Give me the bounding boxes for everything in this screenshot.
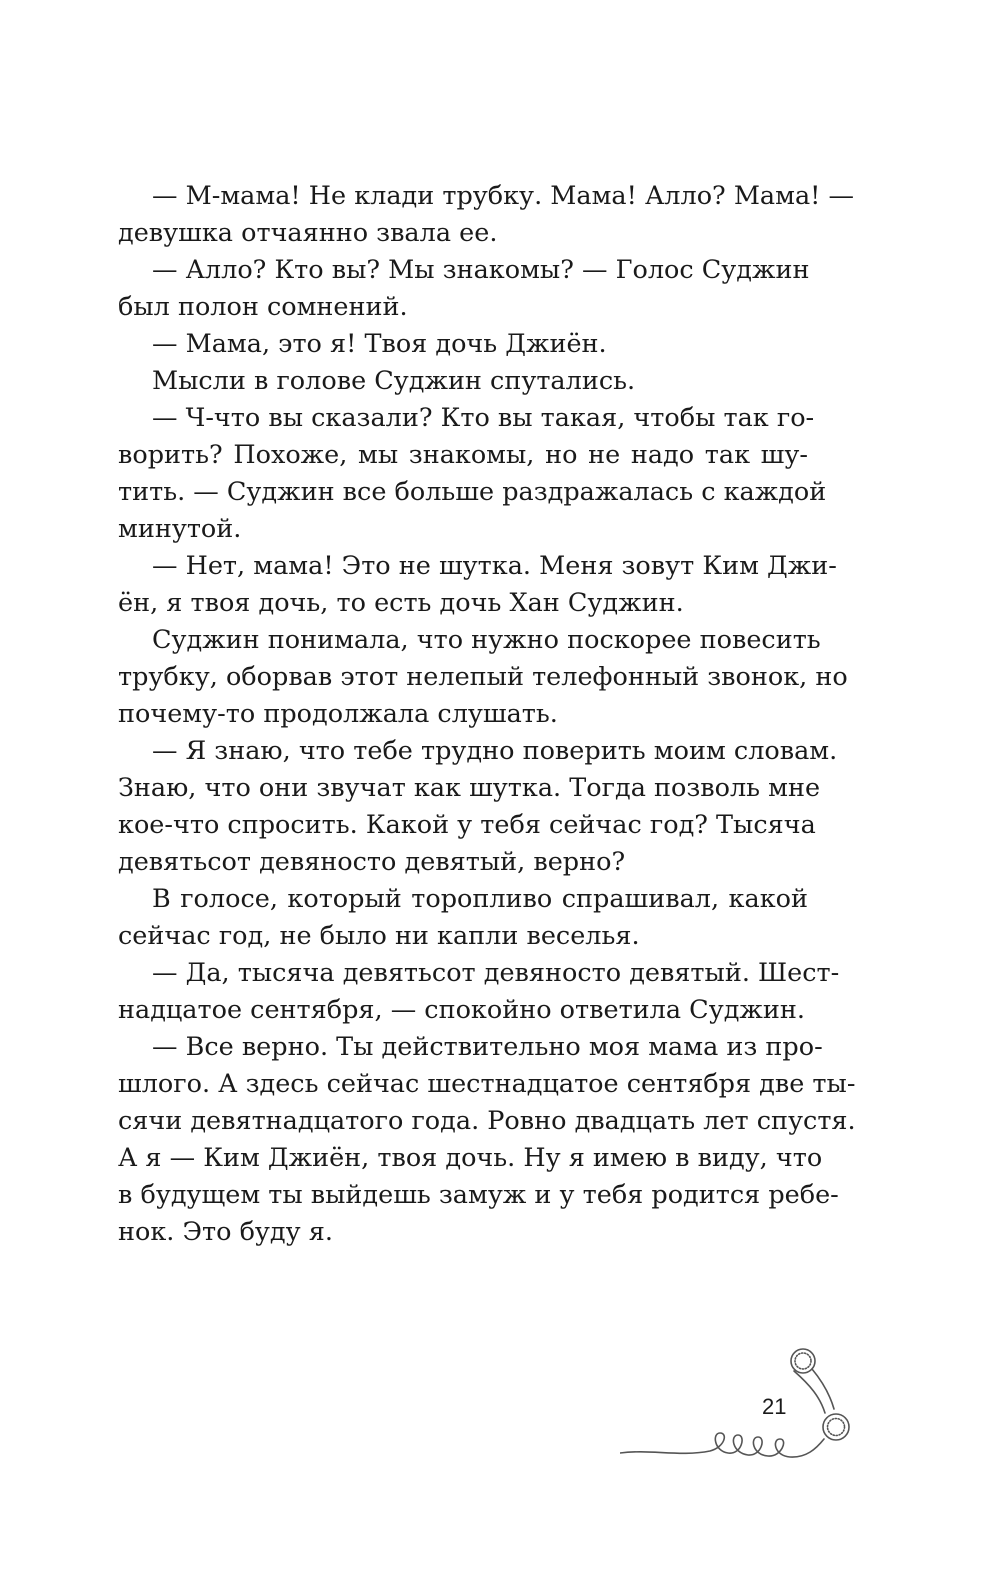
text-line: нок. Это буду я. [118, 1217, 333, 1247]
text-line: Суджин понимала, что нужно поскорее повесить [152, 625, 821, 655]
text-line: — Ч-что вы сказали? Кто вы такая, чтобы так го- [152, 403, 815, 433]
text-line: Мысли в голове Суджин спутались. [152, 366, 636, 396]
text-line: А я — Ким Джиён, твоя дочь. Ну я имею в виду, что [118, 1143, 823, 1173]
text-line: был полон сомнений. [118, 292, 408, 322]
text-line: — Мама, это я! Твоя дочь Джиён. [152, 329, 607, 359]
text-line: — Все верно. Ты действительно моя мама из про- [152, 1032, 823, 1062]
text-line: сейчас год, не было ни капли веселья. [118, 921, 640, 951]
text-line: почему-то продолжала слушать. [118, 699, 558, 729]
text-line: ворить? Похоже, мы знакомы, но не надо так шу- [118, 440, 808, 470]
text-line: надцатое сентября, — спокойно ответила Суджин. [118, 995, 805, 1025]
text-line: — Алло? Кто вы? Мы знакомы? — Голос Суджин [152, 255, 810, 285]
text-line: — Я знаю, что тебе трудно поверить моим словам. [152, 736, 838, 766]
text-line: минутой. [118, 514, 242, 544]
text-line: кое-что спросить. Какой у тебя сейчас год? Тысяча [118, 810, 816, 840]
text-line: В голосе, который торопливо спрашивал, какой [152, 884, 808, 914]
text-line: шлого. А здесь сейчас шестнадцатое сентября две ты- [118, 1069, 856, 1099]
text-line: девятьсот девяносто девятый, верно? [118, 847, 626, 877]
text-line: сячи девятнадцатого года. Ровно двадцать лет спустя. [118, 1106, 856, 1136]
text-line: в будущем ты выйдешь замуж и у тебя родится ребе- [118, 1180, 839, 1210]
text-line: тить. — Суджин все больше раздражалась с каждой [118, 477, 827, 507]
text-line: — Нет, мама! Это не шутка. Меня зовут Ким Джи- [152, 551, 837, 581]
text-line: трубку, оборвав этот нелепый телефонный звонок, но [118, 662, 848, 692]
text-line: девушка отчаянно звала ее. [118, 218, 498, 248]
page-number: 21 [762, 1394, 787, 1419]
text-line: — Да, тысяча девятьсот девяносто девятый. Шест- [152, 958, 840, 988]
text-line: Знаю, что они звучат как шутка. Тогда позволь мне [118, 773, 821, 803]
body-text [118, 178, 856, 1251]
text-line: ён, я твоя дочь, то есть дочь Хан Суджин. [118, 588, 684, 618]
telephone-cord-icon [620, 1335, 870, 1505]
text-line: — М-мама! Не клади трубку. Мама! Алло? Мама! — [152, 181, 855, 211]
